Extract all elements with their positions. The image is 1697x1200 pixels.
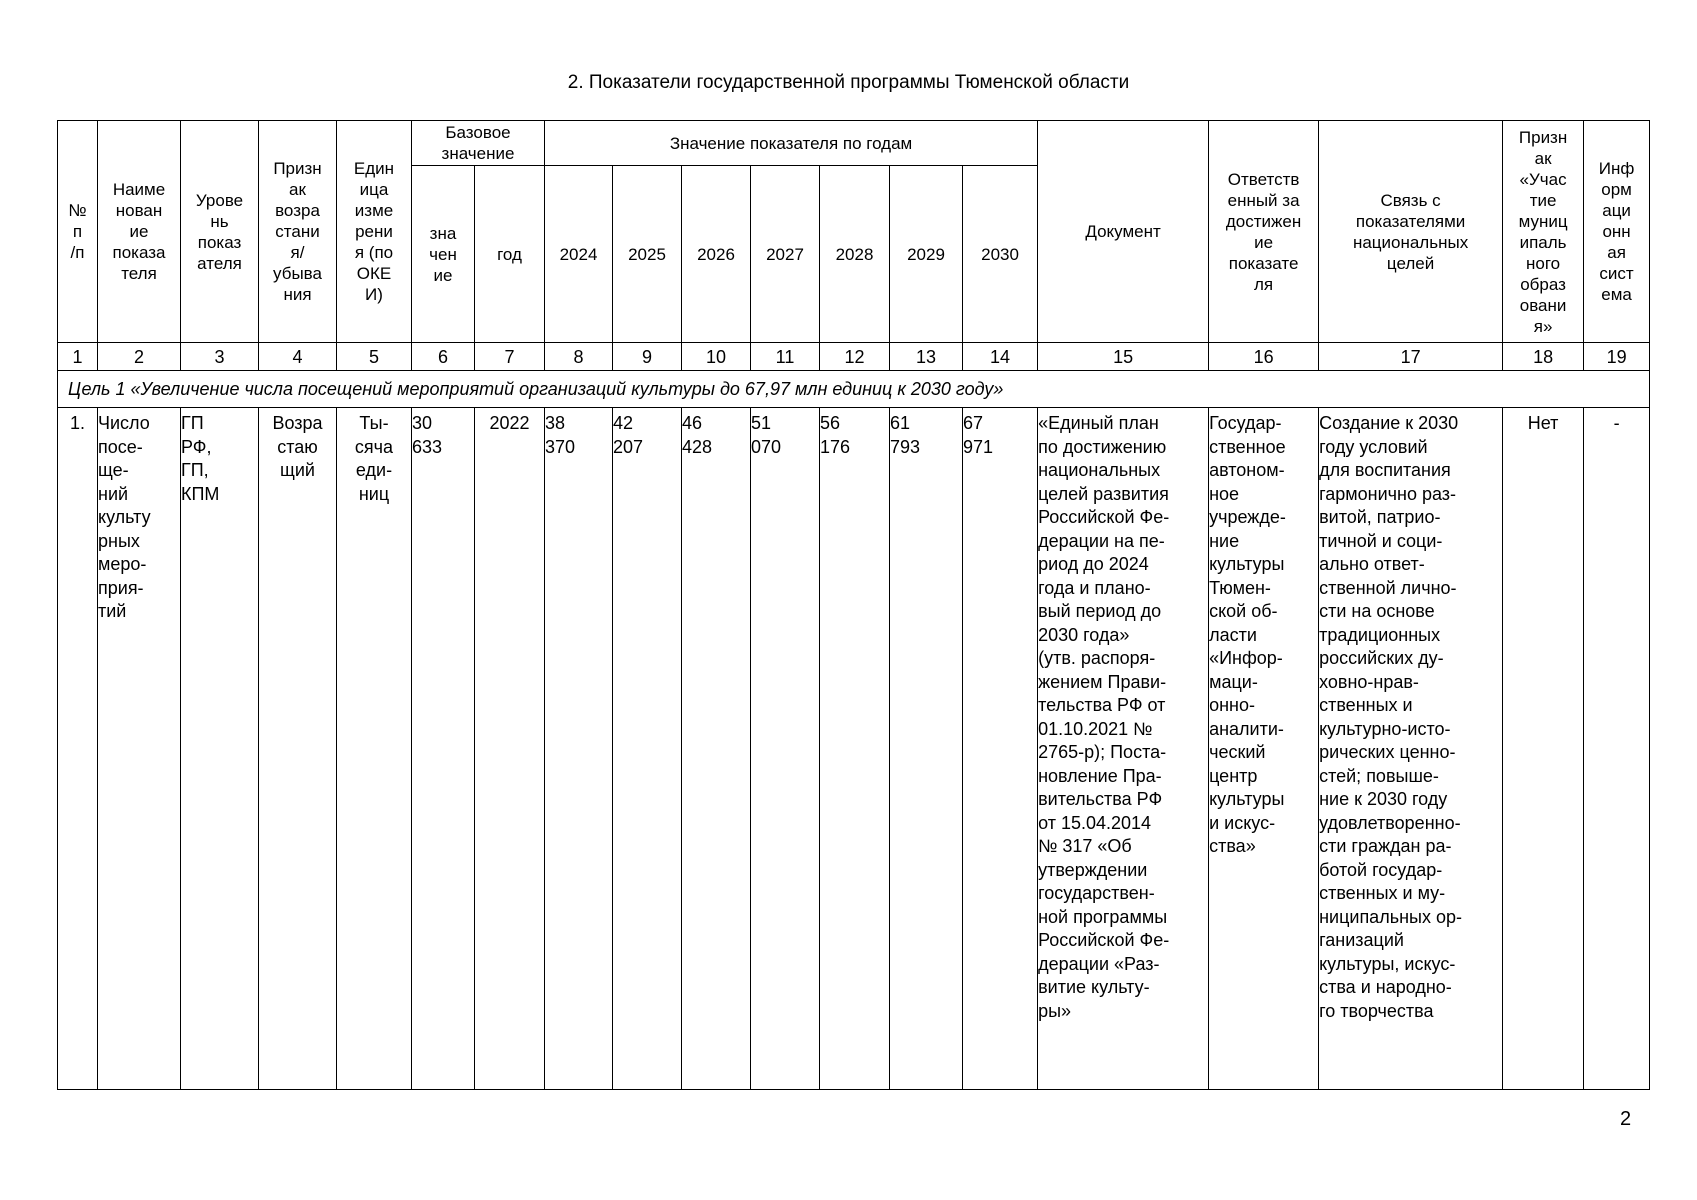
header-year-2027: 2027 (751, 166, 820, 343)
value-2028: 56 176 (820, 408, 890, 1090)
header-year-2026: 2026 (682, 166, 751, 343)
column-number: 18 (1503, 343, 1584, 371)
document-text: «Единый план по достижению национальных целей развития Российской Фе- дерации на пе- риод до 2024 года и плано- вый период до 2030 года» (утв. распоря- жением Прави- тельства РФ от 01.10.2021 № 2765-р); Поста- новление Пра- вительства РФ от 15.04.2014 № 317 «Об утверждении государствен- ной программы Российской Фе- дерации «Раз- витие культу- ры» (1038, 408, 1209, 1090)
header-base-year: год (475, 166, 545, 343)
column-number: 9 (613, 343, 682, 371)
indicator-level: ГП РФ, ГП, КПМ (181, 408, 259, 1090)
page-title: 2. Показатели государственной программы Тюменской области (567, 72, 1130, 93)
table-row (58, 408, 1650, 1090)
header-document: Документ (1038, 121, 1209, 343)
column-number: 16 (1209, 343, 1319, 371)
indicator-unit: Ты- сяча еди- ниц (337, 408, 412, 1090)
header-years-group: Значение показателя по годам (545, 121, 1038, 166)
column-number: 4 (259, 343, 337, 371)
header-municipal: Призн ак «Учас тие муниц ипаль ного образ овани я» (1503, 121, 1584, 343)
header-year-2028: 2028 (820, 166, 890, 343)
header-sign: Призн ак возра стани я/ убыва ния (259, 121, 337, 343)
header-year-2029: 2029 (890, 166, 963, 343)
column-number: 17 (1319, 343, 1503, 371)
header-base-value: зна чен ие (412, 166, 475, 343)
value-2030: 67 971 (963, 408, 1038, 1090)
indicator-sign: Возра стаю щий (259, 408, 337, 1090)
column-number: 19 (1584, 343, 1650, 371)
responsible-text: Государ- ственное автоном- ное учрежде- ние культуры Тюмен- ской об- ласти «Инфор- маци- онно- аналити- ческий центр культуры и искус- ства» (1209, 408, 1319, 1090)
column-number: 2 (98, 343, 181, 371)
base-value: 30 633 (412, 408, 475, 1090)
header-level: Урове нь показ ателя (181, 121, 259, 343)
goal-row: Цель 1 «Увеличение числа посещений мероприятий организаций культуры до 67,97 млн единиц к 2030 году» (58, 371, 1650, 408)
value-2024: 38 370 (545, 408, 613, 1090)
header-no: № п /п (58, 121, 98, 343)
header-year-2025: 2025 (613, 166, 682, 343)
column-number: 12 (820, 343, 890, 371)
column-number: 7 (475, 343, 545, 371)
column-number: 13 (890, 343, 963, 371)
header-link: Связь с показателями национальных целей (1319, 121, 1503, 343)
column-number: 8 (545, 343, 613, 371)
header-name: Наиме нован ие показа теля (98, 121, 181, 343)
indicators-table (57, 120, 1650, 1090)
column-number: 14 (963, 343, 1038, 371)
header-info-system: Инф орм аци онн ая сист ема (1584, 121, 1650, 343)
column-number: 11 (751, 343, 820, 371)
value-2025: 42 207 (613, 408, 682, 1090)
info-system: - (1584, 408, 1650, 1090)
header-year-2030: 2030 (963, 166, 1038, 343)
column-numbers-row (58, 343, 1650, 371)
page-number: 2 (1620, 1108, 1632, 1130)
value-2026: 46 428 (682, 408, 751, 1090)
column-number: 15 (1038, 343, 1209, 371)
value-2027: 51 070 (751, 408, 820, 1090)
indicator-name: Число посе- ще- ний культу рных меро- прия- тий (98, 408, 181, 1090)
header-unit: Един ица изме рени я (по ОКЕ И) (337, 121, 412, 343)
header-responsible: Ответств енный за достижен ие показате ля (1209, 121, 1319, 343)
column-number: 1 (58, 343, 98, 371)
header-base-group: Базовое значение (412, 121, 545, 166)
column-number: 3 (181, 343, 259, 371)
column-number: 5 (337, 343, 412, 371)
column-number: 6 (412, 343, 475, 371)
column-number: 10 (682, 343, 751, 371)
value-2029: 61 793 (890, 408, 963, 1090)
municipal-participation: Нет (1503, 408, 1584, 1090)
header-year-2024: 2024 (545, 166, 613, 343)
base-year: 2022 (475, 408, 545, 1090)
row-number: 1. (58, 408, 98, 1090)
national-goals-link: Создание к 2030 году условий для воспитания гармонично раз- витой, патрио- тичной и соци- ально ответ- ственной лично- сти на основе традиционных российских ду- ховно-нрав- ственных и культурно-исто- рических ценно- стей; повыше- ние к 2030 году удовлетворенно- сти граждан ра- ботой государ- ственных и му- ниципальных ор- ганизаций культуры, искус- ства и народно- го творчества (1319, 408, 1503, 1090)
